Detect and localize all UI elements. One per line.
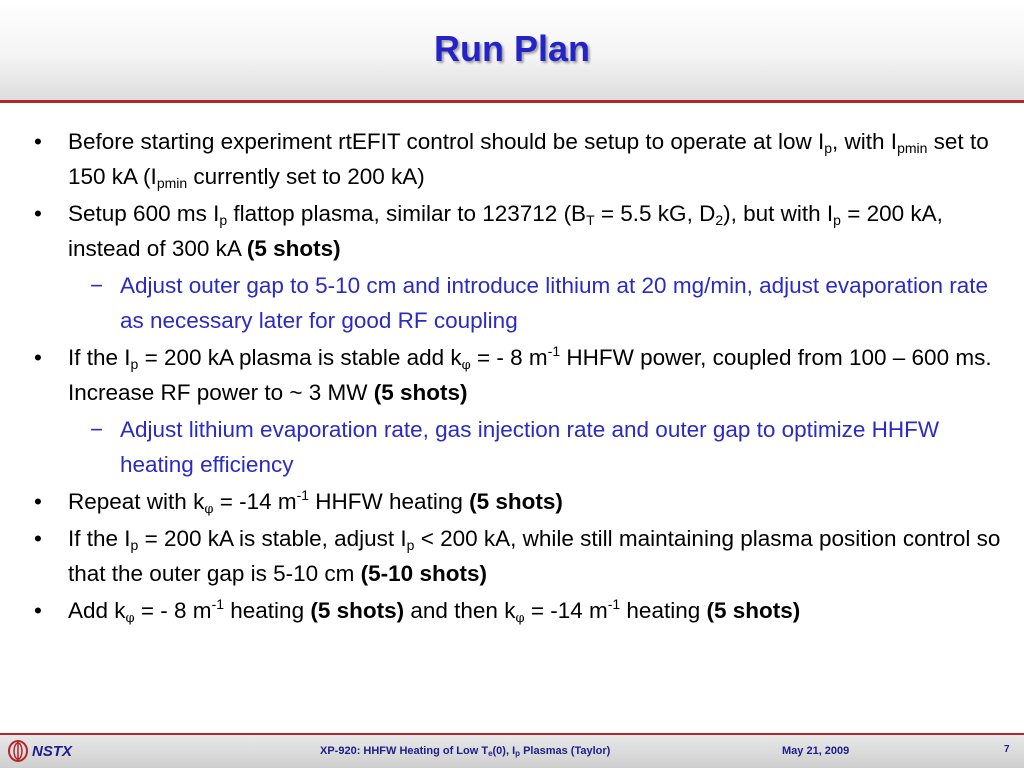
nstx-logo-text: NSTX — [32, 743, 73, 760]
sub-bullet-item: − Adjust lithium evaporation rate, gas injection rate and outer gap to optimize HHFW heating efficiency — [30, 412, 1005, 482]
bullet-mark: • — [34, 489, 42, 514]
header-rule — [0, 100, 1024, 103]
slide-title: Run Plan — [433, 28, 590, 69]
sub-bullet-mark: − — [90, 417, 104, 442]
bullet-item: • Add $k_\varphi$ = - 8 $m^{-1}$ heating (5 shots) and then $k_\varphi = -14$ $m^{-1}$ heating (5 shots) — [30, 593, 1005, 628]
bullet-item: • If the $I_p = 200$ kA plasma is stable add $k_\varphi$ = - 8 $m^{-1}$ HHFW power, coupled from 100 – 600 ms. Increase RF power to ~ 3 MW (5 shots) — [30, 340, 1005, 410]
bullet-mark: • — [34, 345, 42, 370]
bullet-list — [30, 124, 1005, 630]
bullet-mark: • — [34, 201, 42, 226]
sub-bullet-mark: − — [90, 273, 104, 298]
page-number: 7 — [1004, 744, 1010, 755]
footer-date: May 21, 2009 — [782, 745, 850, 757]
bullet-mark: • — [34, 598, 42, 623]
bullet-mark: • — [34, 526, 42, 551]
footer-experiment-title: XP-920: HHFW Heating of Low $T_e(0)$, $I_p$ Plasmas (Taylor) — [320, 745, 611, 758]
bullet-item: • Repeat with $k_\varphi = -14$ $m^{-1}$ HHFW heating (5 shots) — [30, 484, 1005, 519]
bullet-item: • Before starting experiment rtEFIT control should be setup to operate at low $I_p$, with $I_{pmin}$ set to 150 kA ($I_{pmin}$ currently set to 200 kA) — [30, 124, 1005, 194]
bullet-item: • If the $I_p = 200$ kA is stable, adjust $I_p < 200$ kA, while still maintaining plasma position control so that the outer gap is 5-10 cm (5-10 shots) — [30, 521, 1005, 591]
bullet-mark: • — [34, 129, 42, 154]
bullet-item: • Setup 600 ms $I_p$ flattop plasma, similar to 123712 ($B_T = 5.5$ kG, $D_2$), but with $I_p = 200$ kA, instead of 300 kA (5 shots) — [30, 196, 1005, 266]
sub-bullet-item: − Adjust outer gap to 5-10 cm and introduce lithium at 20 mg/min, adjust evaporation rate as necessary later for good RF coupling — [30, 268, 1005, 338]
nstx-logo-icon — [8, 740, 28, 762]
